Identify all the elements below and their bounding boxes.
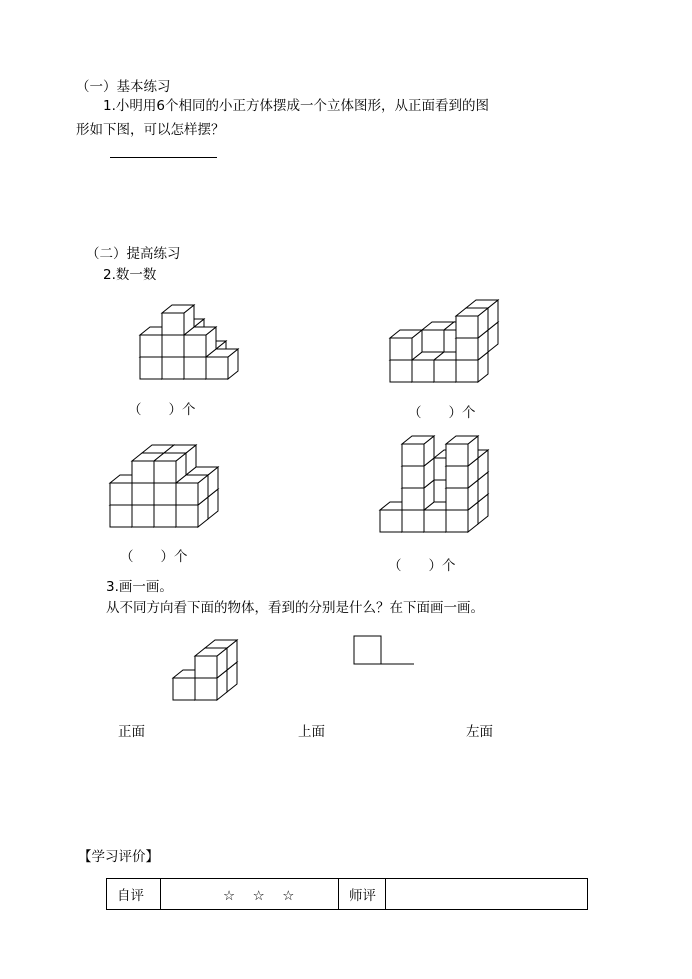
unit-cube	[162, 305, 194, 335]
cube-stack-figure-4	[370, 430, 490, 540]
view-label-front: 正面	[118, 724, 145, 740]
question-2-title: 2.数一数	[103, 267, 157, 283]
evaluation-row	[107, 879, 588, 910]
count-answer-3: （ ）个	[120, 549, 188, 565]
star-rating[interactable]: ☆ ☆ ☆	[161, 879, 339, 910]
question-3-instruction: 从不同方向看下面的物体，看到的分别是什么？在下面画一画。	[106, 600, 484, 616]
count-answer-2: （ ）个	[408, 405, 476, 421]
cube-stack-figure-3	[100, 425, 230, 535]
top-view-example-drawing	[350, 633, 420, 669]
section-1-heading: （一）基本练习	[76, 79, 171, 95]
cube-stack-figure-2	[380, 290, 500, 390]
cube-stack-figure-1	[130, 290, 250, 390]
unit-cube	[446, 436, 478, 466]
teacher-evaluation-label: 师评	[339, 879, 386, 910]
unit-cube	[195, 648, 227, 678]
view-label-top: 上面	[298, 724, 325, 740]
unit-cube	[456, 308, 488, 338]
teacher-evaluation-field[interactable]	[386, 879, 588, 910]
answer-blank-line	[110, 157, 217, 158]
count-answer-4: （ ）个	[388, 558, 456, 574]
unit-cube	[154, 453, 186, 483]
evaluation-heading: 【学习评价】	[78, 849, 159, 865]
question-1-line-2: 形如下图，可以怎样摆？	[76, 122, 225, 138]
cube-object-figure	[165, 635, 245, 710]
section-2-heading: （二）提高练习	[86, 246, 181, 262]
unit-cube	[402, 436, 434, 466]
evaluation-table	[106, 878, 588, 910]
count-answer-1: （ ）个	[128, 402, 196, 418]
question-3-title: 3.画一画。	[106, 579, 173, 595]
unit-cube	[390, 330, 422, 360]
question-1-line-1: 1.小明用6个相同的小正方体摆成一个立体图形，从正面看到的图	[103, 98, 489, 114]
view-label-left: 左面	[466, 724, 493, 740]
self-evaluation-label: 自评	[107, 879, 161, 910]
